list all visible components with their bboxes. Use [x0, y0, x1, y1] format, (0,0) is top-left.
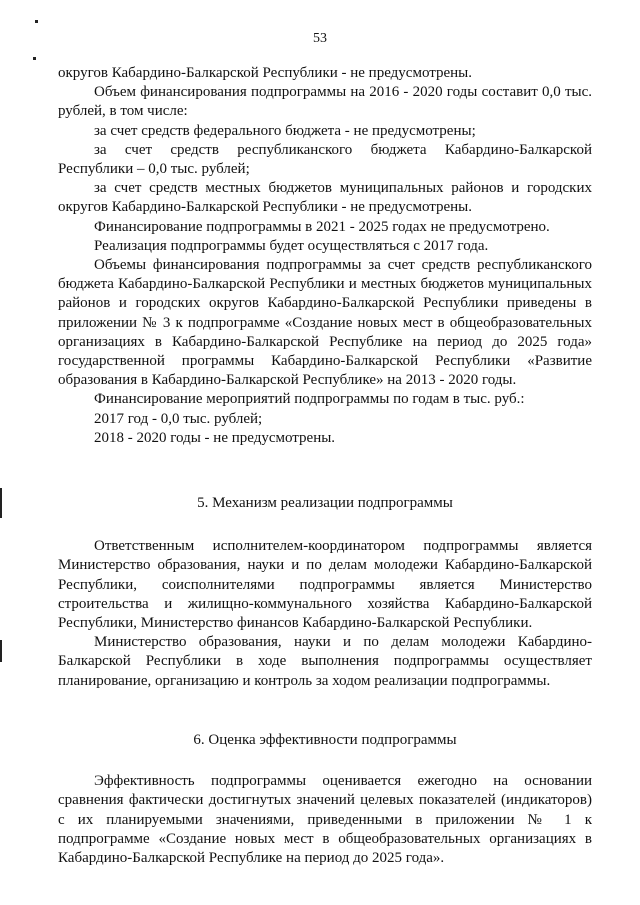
paragraph: Эффективность подпрограммы оценивается ежегодно на основании сравнения фактически достигнутых значений целевых показателей (индикаторов) с их планируемыми значениями, приведенными в приложении № 1 к подпрограмме «Создание новых мест в общеобразовательных организациях в Кабардино-Балкарской Республике на период до 2025 года». — [58, 773, 592, 866]
paragraph: Финансирование мероприятий подпрограммы по годам в тыс. руб.: — [94, 391, 525, 408]
paragraph: за счет средств местных бюджетов муниципальных районов и городских округов Кабардино-Балкарской Республики - не предусмотрены. — [58, 180, 592, 216]
scan-speck — [35, 20, 38, 23]
paragraph: 2017 год - 0,0 тыс. рублей; — [94, 410, 263, 427]
paragraph: Финансирование подпрограммы в 2021 - 2025 годах не предусмотрено. — [94, 218, 550, 235]
scan-edge-mark — [0, 640, 2, 662]
paragraph: Реализация подпрограммы будет осуществляться с 2017 года. — [94, 237, 489, 254]
paragraph: за счет средств республиканского бюджета Кабардино-Балкарской Республики – 0,0 тыс. рублей; — [58, 141, 592, 178]
section-heading: 6. Оценка эффективности подпрограммы — [193, 731, 457, 748]
paragraph: за счет средств федерального бюджета - не предусмотрены; — [94, 122, 476, 139]
document-body — [58, 64, 592, 868]
paragraph: Объем финансирования подпрограммы на 2016 - 2020 годы составит 0,0 тыс. рублей, в том числе: — [58, 84, 592, 120]
page-number: 53 — [313, 31, 327, 46]
scan-edge-mark — [0, 488, 2, 518]
section-heading: 5. Механизм реализации подпрограммы — [197, 495, 453, 512]
paragraph: Ответственным исполнителем-координатором подпрограммы является Министерство образования, науки и по делам молодежи Кабардино-Балкарской Республики, соисполнителями подпрограммы является Министерство строительства и жилищно-коммунального хозяйства Кабардино-Балкарской Республики, Министерство финансов Кабардино-Балкарской Республики. — [58, 538, 592, 632]
paragraph: 2018 - 2020 годы - не предусмотрены. — [94, 429, 336, 446]
paragraph: Объемы финансирования подпрограммы за счет средств республиканского бюджета Кабардино-Балкарской Республики и местных бюджетов муниципальных районов и городских округов Кабардино-Балкарской Республики приведены в приложении № 3 к подпрограмме «Создание новых мест в общеобразовательных организациях в Кабардино-Балкарской Республике на период до 2025 года» государственной программы Кабардино-Балкарской Республики «Развитие образования в Кабардино-Балкарской Республике» на 2013 - 2020 годы. — [58, 257, 592, 389]
scan-speck — [33, 57, 36, 60]
paragraph: округов Кабардино-Балкарской Республики - не предусмотрены. — [58, 65, 473, 81]
paragraph: Министерство образования, науки и по делам молодежи Кабардино-Балкарской Республики в ходе выполнения подпрограммы осуществляет планирование, организацию и контроль за ходом реализации подпрограммы. — [58, 634, 592, 689]
